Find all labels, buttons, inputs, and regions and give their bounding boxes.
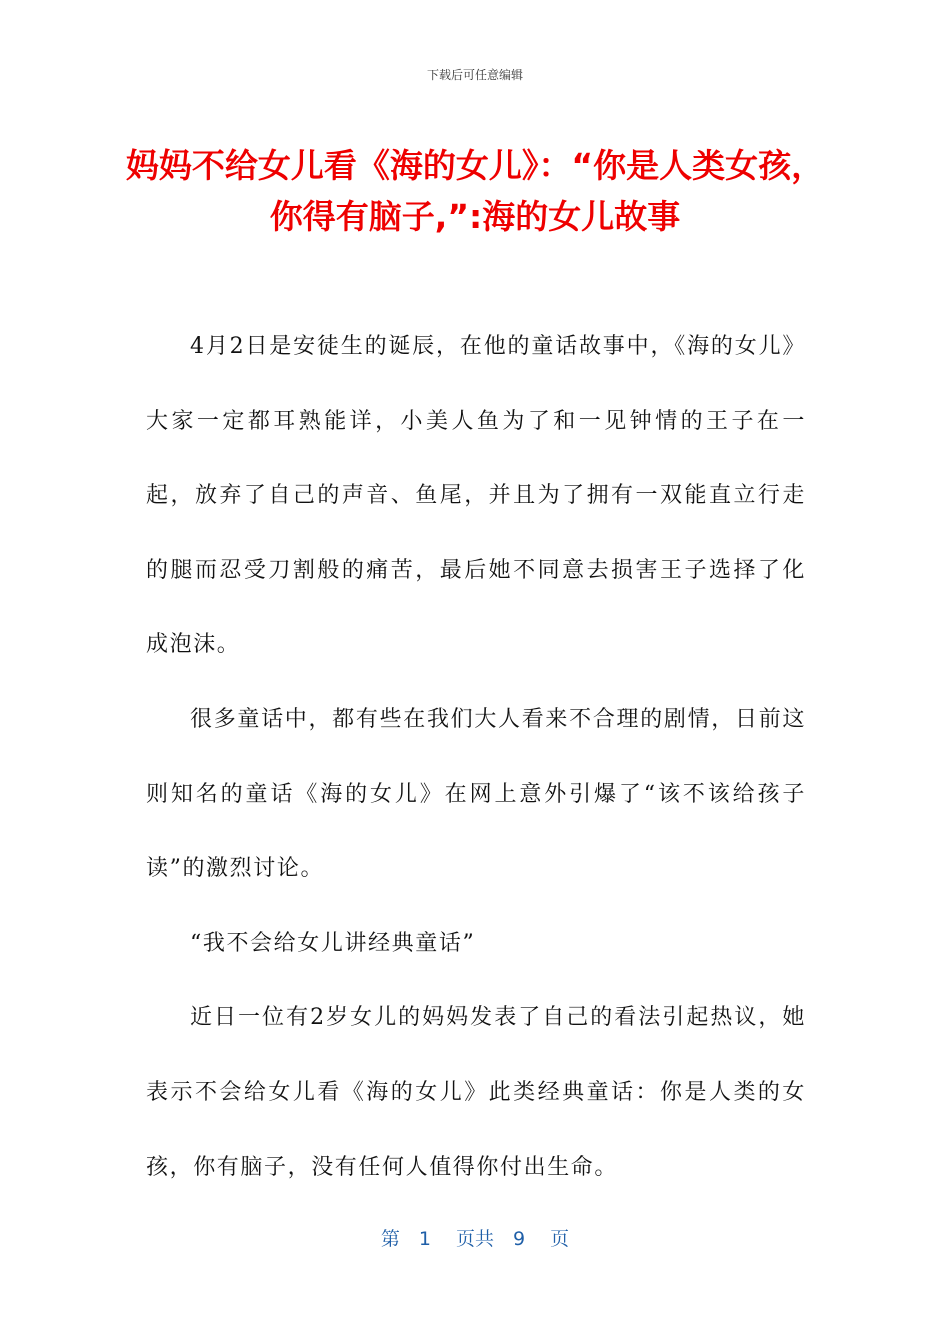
page-number-footer: 第 1 页共 9 页 xyxy=(380,1228,570,1250)
paragraph: 很多童话中，都有些在我们大人看来不合理的剧情，日前这则知名的童话《海的女儿》在网上意外引爆了“该不该给孩子读”的激烈讨论。 xyxy=(146,706,806,882)
header-note: 下载后可任意编辑 xyxy=(426,68,523,82)
document-title: 妈妈不给女儿看《海的女儿》：“你是人类女孩，你得有脑子,”:海的女儿故事 xyxy=(125,146,825,236)
paragraph: 4月2日是安徒生的诞辰，在他的童话故事中，《海的女儿》大家一定都耳熟能详，小美人鱼为了和一见钟情的王子在一起，放弃了自己的声音、鱼尾，并且为了拥有一双能直立行走的腿而忍受刀割般的痛苦，最后她不同意去损害王子选择了化成泡沫。 xyxy=(146,334,806,658)
document-body xyxy=(146,310,806,1205)
paragraph-heading: “我不会给女儿讲经典童话” xyxy=(190,930,476,956)
paragraph: 近日一位有2岁女儿的妈妈发表了自己的看法引起热议，她表示不会给女儿看《海的女儿》此类经典童话：你是人类的女孩，你有脑子，没有任何人值得你付出生命。 xyxy=(146,1005,806,1180)
